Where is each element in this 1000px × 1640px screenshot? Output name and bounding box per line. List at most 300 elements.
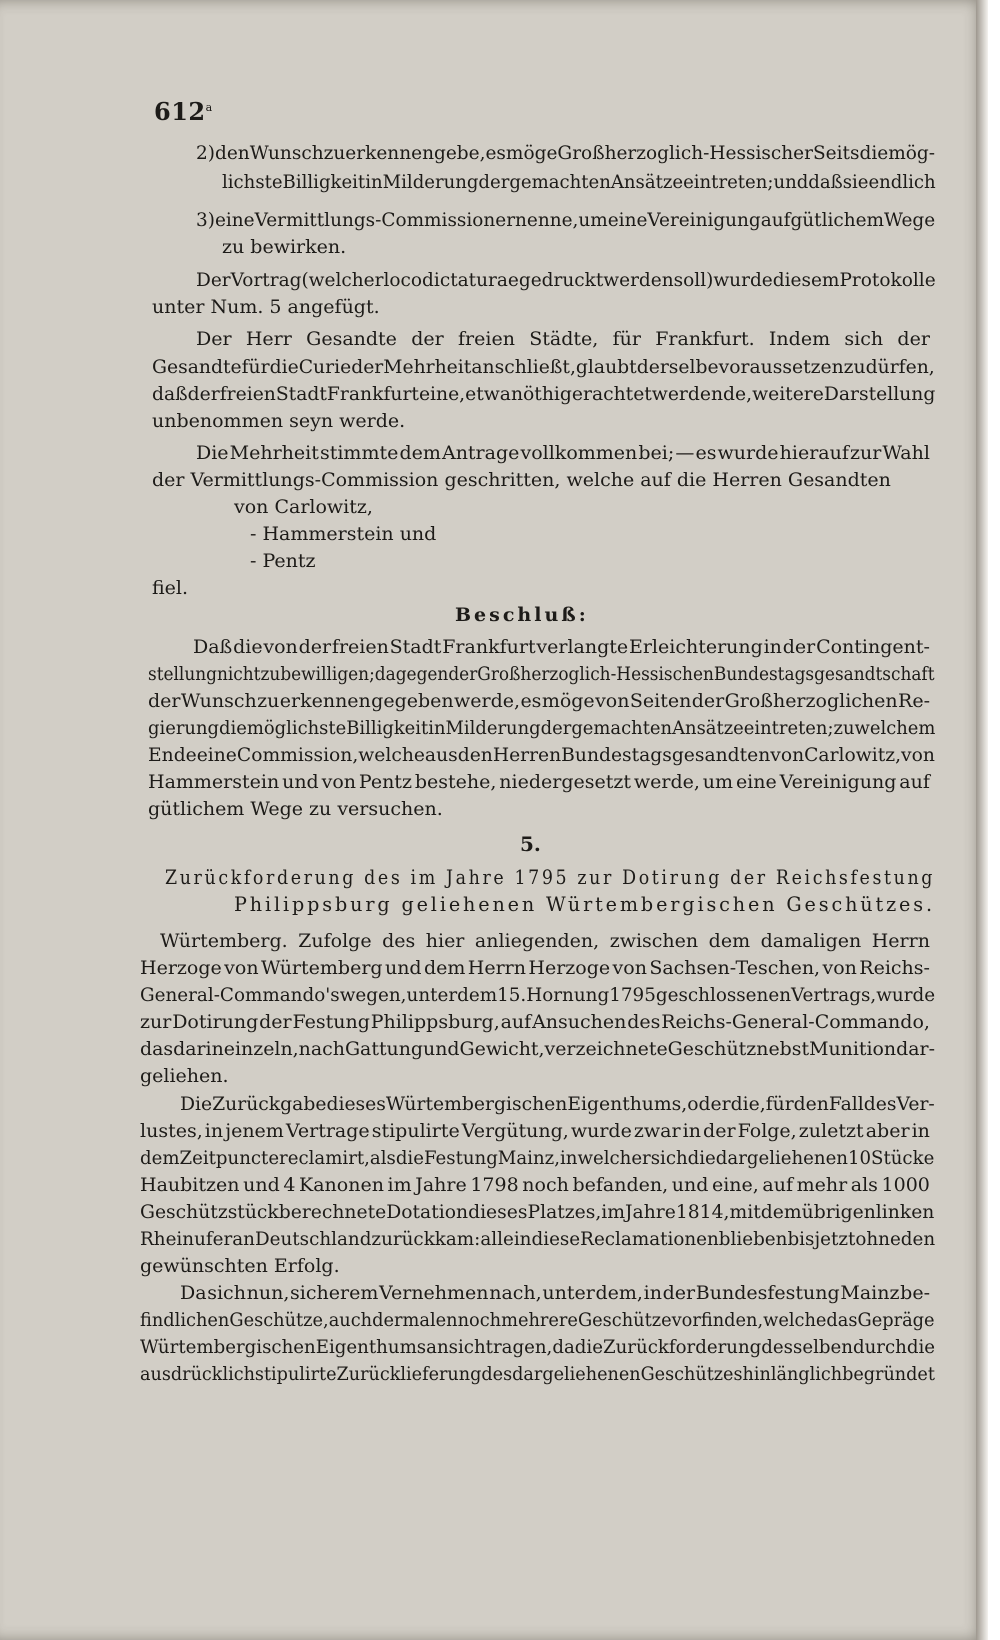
word: soll) [673, 269, 714, 291]
word: und [384, 957, 422, 979]
word: und [423, 1038, 460, 1060]
word: an [426, 1336, 449, 1358]
word: 1000 [881, 1174, 930, 1196]
word: nebst [756, 1038, 810, 1060]
word: dieses [468, 1201, 528, 1223]
word: diesem [772, 269, 840, 291]
word: mit [729, 1201, 761, 1223]
word: Antrage [441, 442, 520, 464]
word: Kanonen [299, 1174, 384, 1196]
word: von [321, 771, 357, 793]
word: Ende [148, 744, 197, 766]
word: daß [152, 383, 188, 405]
text-line: Zurückforderung des im Jahre 1795 zur Dotirung der Reichsfestung [165, 865, 936, 889]
word: zwar [633, 1120, 681, 1142]
word: dermalen [372, 1309, 458, 1331]
word: bei; [638, 442, 675, 464]
word: linken [875, 1201, 935, 1223]
word: nach, [489, 1282, 542, 1304]
text-line [196, 325, 930, 354]
word: diese [531, 1228, 581, 1250]
word: Rheinufer [140, 1228, 233, 1250]
word: Frankfurt. [655, 328, 755, 350]
word: unter [542, 1282, 595, 1304]
word: dargeliehenen [512, 1363, 641, 1385]
word: Stücke [871, 1147, 935, 1169]
word: werdende, [651, 383, 753, 405]
word: das [826, 1309, 858, 1331]
word: dar- [896, 1038, 935, 1060]
word: welche [358, 744, 425, 766]
word: den [793, 1093, 829, 1115]
word: loco [383, 269, 423, 291]
word: Frankfurt [326, 383, 419, 405]
word: Eigenthums, [567, 1093, 688, 1115]
word: die [687, 1147, 716, 1169]
word: anliegenden, [474, 930, 600, 952]
word: zuletzt [798, 1120, 864, 1142]
text-line [148, 687, 930, 716]
word: sich [844, 328, 884, 350]
word: Mainz, [497, 1147, 560, 1169]
word: in [428, 717, 446, 739]
word: Reichs-General-Commando, [661, 1011, 930, 1033]
text-line [196, 139, 935, 168]
word: eine, [418, 383, 466, 405]
word: endlich [868, 171, 936, 193]
word: allein [480, 1228, 532, 1250]
word: des [382, 930, 416, 952]
text-line: Beschluß: [455, 604, 589, 626]
word: Großherzoglich-Hessischer [557, 142, 813, 164]
word: Vertrage [285, 1120, 370, 1142]
word: in [911, 1120, 930, 1142]
word: Der [196, 269, 231, 291]
word: zu [843, 356, 866, 378]
text-line [148, 741, 935, 770]
word: auf [500, 1011, 532, 1033]
word: 1795 [609, 984, 656, 1006]
word: tragen, [485, 1336, 553, 1358]
word: der [540, 717, 572, 739]
word: als [369, 1147, 396, 1169]
word: Erleichterung [628, 636, 763, 658]
text-line [148, 660, 935, 689]
word: Billigkeit [346, 717, 429, 739]
word: die, [730, 1093, 766, 1115]
word: den [457, 744, 493, 766]
text-line [140, 981, 936, 1010]
text-line: fiel. [152, 577, 189, 599]
word: um [578, 209, 608, 231]
word: freien [219, 383, 276, 405]
word: da [552, 1336, 575, 1358]
word: 3) [196, 209, 215, 231]
word: ohne [855, 1228, 901, 1250]
word: verzeichnete [544, 1038, 668, 1060]
word: in [682, 1120, 701, 1142]
word: Ansuchen [532, 1011, 627, 1033]
word: Gesandte [306, 328, 397, 350]
word: nöthig [510, 383, 572, 405]
word: Munition [809, 1038, 897, 1060]
word: möglichste [246, 717, 347, 739]
word: Vernehmen [379, 1282, 489, 1304]
word: die [395, 1147, 424, 1169]
text-line [196, 439, 930, 468]
word: auch [328, 1309, 373, 1331]
word: Stadt [275, 383, 327, 405]
word: für [241, 356, 270, 378]
word: Philippsburg, [370, 1011, 500, 1033]
word: verlangte [536, 636, 629, 658]
text-line [196, 266, 936, 295]
word: Vereinigung [779, 771, 897, 793]
word: des [627, 1011, 661, 1033]
word: von [822, 957, 857, 979]
word: vollkommen [520, 442, 638, 464]
word: werden [603, 269, 674, 291]
word: Da [180, 1282, 207, 1304]
word: in [643, 1282, 662, 1304]
word: Indem [768, 328, 831, 350]
word: sie [842, 171, 869, 193]
word: etwa [465, 383, 511, 405]
word: Deutschland [254, 1228, 372, 1250]
word: hier [425, 930, 465, 952]
word: Vertrags, [790, 984, 877, 1006]
word: 4 [283, 1174, 296, 1196]
word: darin [173, 1038, 224, 1060]
word: eintreten; [743, 717, 834, 739]
word: ernenne, [495, 209, 579, 231]
word: dem, [595, 1282, 643, 1304]
word: der [148, 690, 181, 712]
text-line: gütlichem Wege zu versuchen. [148, 798, 443, 820]
word: von [901, 744, 935, 766]
page-number [154, 97, 213, 126]
word: dargeliehenen [715, 1147, 848, 1169]
word: Mehrheit [383, 356, 472, 378]
word: stipulirte [254, 1363, 337, 1385]
text-line [152, 353, 935, 382]
page-edge [976, 0, 988, 1640]
word: die [574, 1336, 603, 1358]
word: Geschütz [667, 1038, 757, 1060]
word: den [900, 1228, 936, 1250]
word: daß [808, 171, 843, 193]
word: General-Commando's [140, 984, 340, 1006]
word: der [897, 328, 930, 350]
word: der [448, 663, 478, 685]
word: dem [399, 442, 441, 464]
word: übrigen [801, 1201, 876, 1223]
text-line [140, 1117, 930, 1146]
word: Zeitpuncte [179, 1147, 280, 1169]
word: welchem [854, 717, 936, 739]
word: in [763, 636, 782, 658]
word: berechnete [278, 1201, 387, 1223]
word: jenem [225, 1120, 284, 1142]
text-line [140, 1035, 935, 1064]
word: die [859, 142, 889, 164]
word: der [662, 1282, 696, 1304]
word: Re- [898, 690, 930, 712]
text-line: geliehen. [140, 1065, 229, 1087]
word: geschlossenen [655, 984, 791, 1006]
word: sich [650, 1147, 688, 1169]
text-line [140, 1333, 936, 1362]
word: Geschützes [640, 1363, 743, 1385]
text-line [140, 1144, 935, 1173]
word: gemachten [571, 717, 673, 739]
word: Geschützstück [140, 1201, 279, 1223]
word: sich [448, 1336, 486, 1358]
word: zur [849, 442, 882, 464]
word: Stadt [389, 636, 442, 658]
word: Wahl [882, 442, 930, 464]
word: stimmte [319, 442, 399, 464]
word: freien [458, 328, 515, 350]
word: freien [331, 636, 389, 658]
word: Würtembergischen [385, 1093, 568, 1115]
word: zu [833, 717, 855, 739]
word: Gewicht, [459, 1038, 545, 1060]
word: Würtemberg [260, 957, 383, 979]
word: Herrn [467, 957, 526, 979]
word: dem [457, 984, 498, 1006]
word: Eigenthums [315, 1336, 427, 1358]
word: Gesandte [152, 356, 242, 378]
word: sicherem [290, 1282, 379, 1304]
word: Commission, [236, 744, 359, 766]
word: Geschütze, [229, 1309, 329, 1331]
word: Zurücklieferung [336, 1363, 482, 1385]
word: Vermittlungs-Commission [254, 209, 496, 231]
word: gütlichem [790, 209, 885, 231]
word: zu [257, 690, 280, 712]
word: aus [424, 744, 458, 766]
word: niedergesetzt [499, 771, 631, 793]
word: lustes, [140, 1120, 203, 1142]
word: dem [760, 1201, 802, 1223]
text-line [140, 1360, 935, 1389]
word: Pentz [358, 771, 412, 793]
word: zurückkam: [371, 1228, 481, 1250]
page-number-suffix: a [205, 101, 213, 114]
word: des [481, 1363, 513, 1385]
word: Festung [423, 1147, 498, 1169]
text-line [160, 927, 930, 956]
word: eine, [711, 1174, 759, 1196]
word: und [773, 171, 809, 193]
word: glaubt [575, 356, 637, 378]
word: von [595, 690, 630, 712]
text-line [140, 954, 930, 983]
word: Jahre [415, 1174, 467, 1196]
word: jetzt [814, 1228, 856, 1250]
word: bestehe, [414, 771, 497, 793]
word: erkennen [279, 690, 371, 712]
text-line [140, 1306, 935, 1335]
word: dem [140, 1147, 180, 1169]
word: zu [323, 142, 346, 164]
word: gedruckt [518, 269, 604, 291]
word: (welcher [301, 269, 384, 291]
word: Vergütung, [461, 1120, 569, 1142]
word: Ansätze [610, 171, 684, 193]
text-line: unter Num. 5 angefügt. [152, 296, 380, 318]
word: auf [762, 1174, 793, 1196]
word: der [782, 636, 816, 658]
word: zur [140, 1011, 172, 1033]
word: Mainz [840, 1282, 900, 1304]
word: erkennen [345, 142, 434, 164]
word: Hornung [526, 984, 610, 1006]
word: Festung [292, 1011, 370, 1033]
word: Seiten [629, 690, 692, 712]
word: Reclamationen [580, 1228, 719, 1250]
word: derselbe [636, 356, 719, 378]
text-line [140, 1008, 930, 1037]
word: auf [760, 209, 791, 231]
word: Vereinigung [647, 209, 761, 231]
word: gebe, [433, 142, 486, 164]
word: durch [852, 1336, 907, 1358]
word: im [387, 1174, 412, 1196]
word: Carlowitz, [804, 744, 902, 766]
word: von [612, 957, 647, 979]
word: an [232, 1228, 255, 1250]
word: es [520, 690, 542, 712]
word: Gattung [344, 1038, 424, 1060]
word: in [365, 171, 383, 193]
word: aber [865, 1120, 910, 1142]
text-line: - Hammerstein und [250, 523, 437, 545]
word: be- [900, 1282, 930, 1304]
word: vorfinden, [671, 1309, 764, 1331]
word: noch [457, 1309, 502, 1331]
text-line [196, 206, 936, 235]
word: gemachten [509, 171, 611, 193]
word: eine [735, 771, 777, 793]
text-line [140, 1225, 936, 1254]
word: 2) [196, 142, 216, 164]
word: auf [899, 771, 930, 793]
word: Städte, [529, 328, 599, 350]
text-line [180, 1090, 935, 1119]
word: dürfen, [865, 356, 935, 378]
word: Milderung [445, 717, 541, 739]
word: es [695, 442, 717, 464]
word: hierauf [779, 442, 849, 464]
word: eine [214, 209, 255, 231]
word: lichste [222, 171, 283, 193]
word: Herr [245, 328, 292, 350]
word: Platzes, [527, 1201, 602, 1223]
word: Wege [884, 209, 936, 231]
word: voraussetzen [718, 356, 844, 378]
text-line [222, 168, 936, 197]
word: Herzoge [140, 957, 222, 979]
word: Geschütze [577, 1309, 672, 1331]
word: begründet [842, 1363, 935, 1385]
word: mehr [796, 1174, 848, 1196]
word: damaligen [760, 930, 862, 952]
word: — [675, 442, 695, 464]
word: sich [207, 1282, 246, 1304]
word: in [204, 1120, 224, 1142]
word: Sachsen-Teschen, [649, 957, 821, 979]
text-line [180, 1279, 930, 1308]
word: Großherzoglich-Hessischen [477, 663, 714, 685]
word: Bundesfestung [695, 1282, 840, 1304]
word: bewilligen; [280, 663, 375, 685]
word: die [218, 717, 247, 739]
word: stellung [148, 663, 217, 685]
word: das [140, 1038, 174, 1060]
word: einzeln, [223, 1038, 299, 1060]
word: zu [260, 663, 281, 685]
text-line: von Carlowitz, [234, 496, 373, 518]
word: wurde [713, 269, 773, 291]
word: welche [763, 1309, 827, 1331]
word: Protokolle [839, 269, 936, 291]
word: oder [687, 1093, 731, 1115]
word: gegeben [371, 690, 454, 712]
text-line [152, 380, 936, 409]
word: Folge, [737, 1120, 797, 1142]
word: eintreten; [683, 171, 774, 193]
word: Reichs- [859, 957, 930, 979]
word: Zufolge [298, 930, 372, 952]
word: es [485, 142, 506, 164]
word: 1798 [470, 1174, 519, 1196]
word: in [559, 1147, 578, 1169]
word: Daß [193, 636, 233, 658]
word: Ansätze [672, 717, 744, 739]
word: Haubitzen [140, 1174, 240, 1196]
text-line [140, 1171, 930, 1200]
word: der [478, 171, 510, 193]
word: werde, [454, 690, 521, 712]
word: im [601, 1201, 626, 1223]
word: mög- [888, 142, 935, 164]
word: Frankfurt [442, 636, 536, 658]
word: die [906, 1336, 936, 1358]
word: reclamirt, [279, 1147, 370, 1169]
word: Herrn [871, 930, 930, 952]
word: und [671, 1174, 709, 1196]
word: Die [196, 442, 229, 464]
word: möge [541, 690, 595, 712]
word: Bundestagsgesandtschaft [713, 663, 935, 685]
word: um [702, 771, 734, 793]
word: nach [298, 1038, 345, 1060]
word: möge [505, 142, 558, 164]
word: Dotation [386, 1201, 469, 1223]
word: Die [180, 1093, 213, 1115]
word: wurde [876, 984, 936, 1006]
text-line [140, 1198, 935, 1227]
page-number-value: 612 [154, 97, 206, 126]
word: anschließt, [471, 356, 576, 378]
word: desselben [761, 1336, 853, 1358]
word: der [259, 1011, 292, 1033]
text-line: 5. [520, 832, 541, 856]
word: Jahre [625, 1201, 676, 1223]
word: Billigkeit [282, 171, 366, 193]
